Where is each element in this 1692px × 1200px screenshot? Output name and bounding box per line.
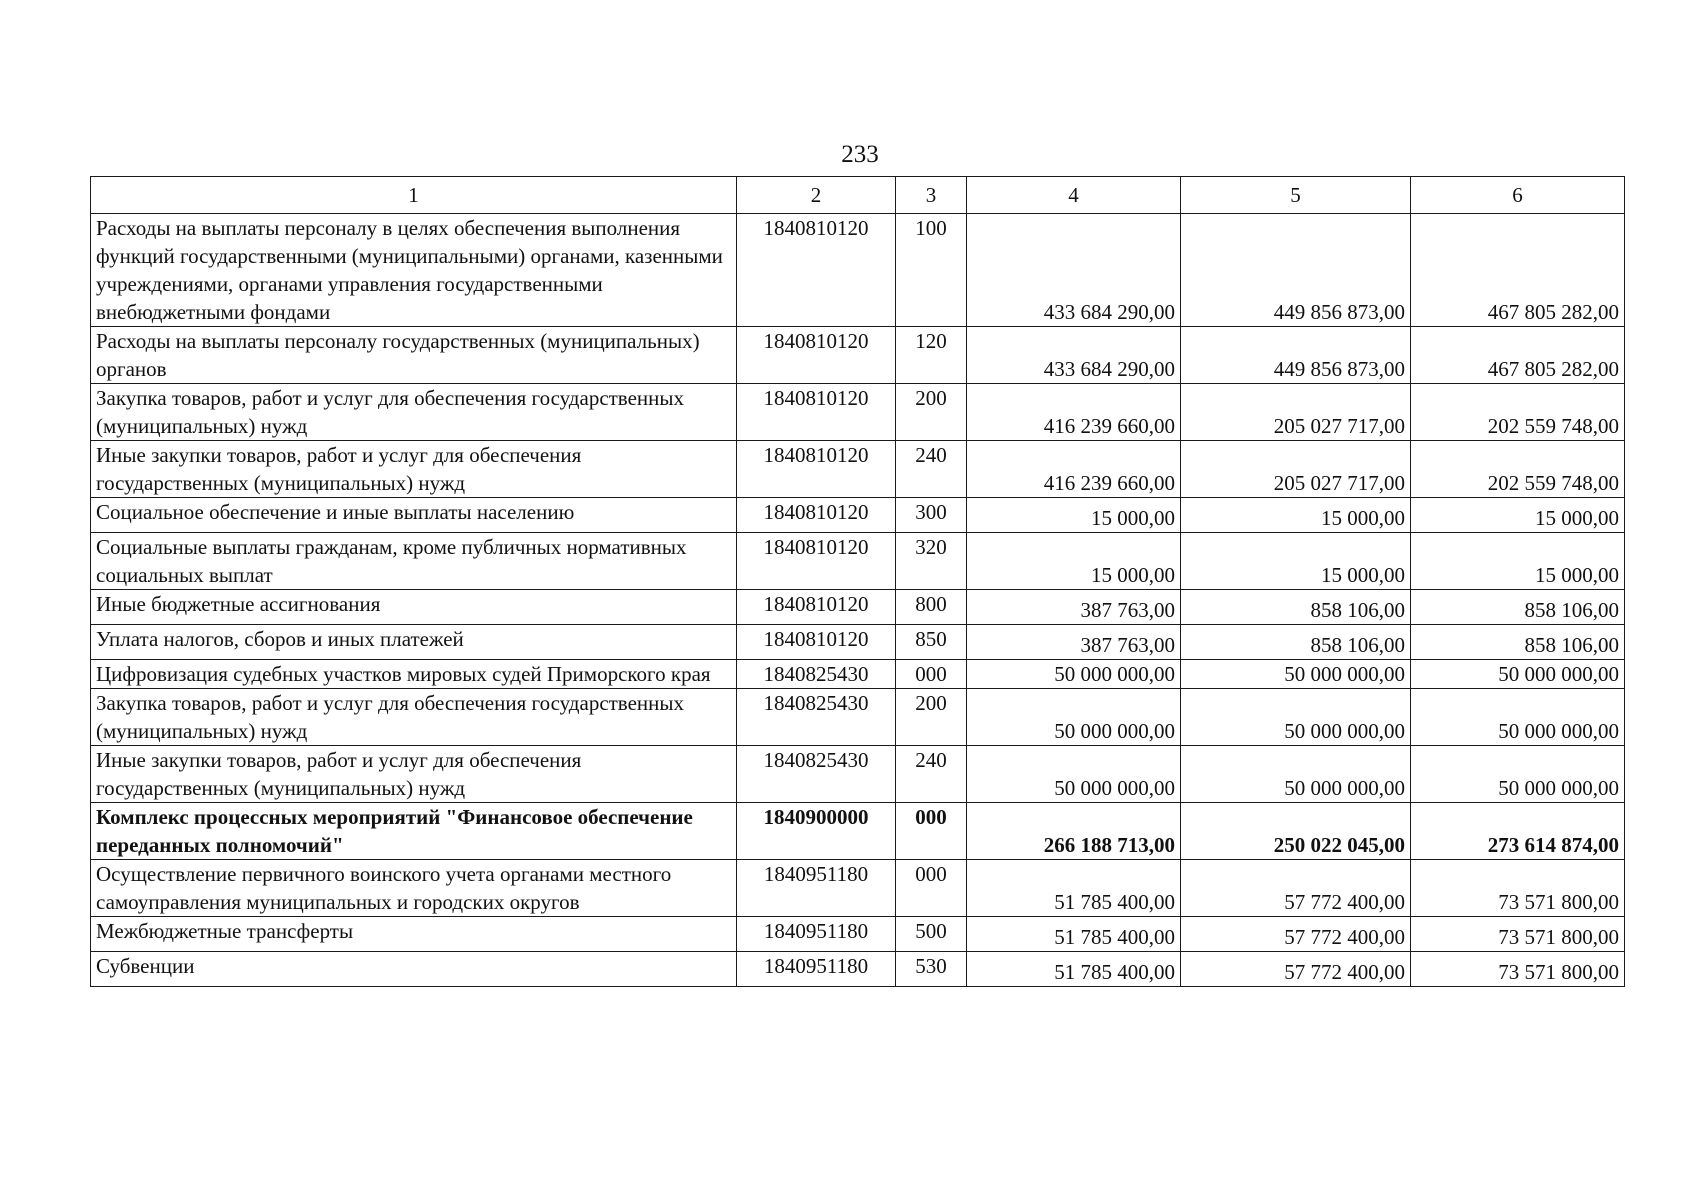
table-row xyxy=(91,746,1625,803)
row-code-cell: 1840810120 xyxy=(737,498,896,533)
row-value-col5: 205 027 717,00 xyxy=(1181,384,1411,441)
row-type-cell: 200 xyxy=(896,689,967,746)
row-name-cell: Комплекс процессных мероприятий "Финансовое обеспечение переданных полномочий" xyxy=(91,803,737,860)
table-row xyxy=(91,660,1625,689)
row-value-col6: 73 571 800,00 xyxy=(1411,952,1625,987)
row-type-cell: 000 xyxy=(896,660,967,689)
row-value-col4: 416 239 660,00 xyxy=(967,384,1181,441)
row-code-cell: 1840810120 xyxy=(737,625,896,660)
table-row xyxy=(91,860,1625,917)
table-row xyxy=(91,689,1625,746)
row-name-cell: Расходы на выплаты персоналу в целях обеспечения выполнения функций государственными (муниципальными) органами, казенными учреждениями, органами управления государственными внебюджетными фондами xyxy=(91,214,737,327)
row-value-col4: 387 763,00 xyxy=(967,590,1181,625)
row-value-col4: 50 000 000,00 xyxy=(967,746,1181,803)
row-value-col4: 416 239 660,00 xyxy=(967,441,1181,498)
row-value-col5: 250 022 045,00 xyxy=(1181,803,1411,860)
table-row xyxy=(91,625,1625,660)
table-row xyxy=(91,952,1625,987)
row-type-cell: 500 xyxy=(896,917,967,952)
table-row xyxy=(91,803,1625,860)
row-value-col5: 57 772 400,00 xyxy=(1181,952,1411,987)
row-type-cell: 000 xyxy=(896,860,967,917)
row-type-cell: 530 xyxy=(896,952,967,987)
row-name-cell: Иные закупки товаров, работ и услуг для обеспечения государственных (муниципальных) нужд xyxy=(91,441,737,498)
row-value-col4: 51 785 400,00 xyxy=(967,952,1181,987)
table-row xyxy=(91,590,1625,625)
row-type-cell: 000 xyxy=(896,803,967,860)
row-value-col4: 387 763,00 xyxy=(967,625,1181,660)
header-cell-2: 2 xyxy=(737,177,896,214)
row-value-col6: 50 000 000,00 xyxy=(1411,746,1625,803)
row-code-cell: 1840951180 xyxy=(737,860,896,917)
row-code-cell: 1840825430 xyxy=(737,660,896,689)
row-code-cell: 1840951180 xyxy=(737,917,896,952)
row-value-col6: 50 000 000,00 xyxy=(1411,660,1625,689)
row-type-cell: 320 xyxy=(896,533,967,590)
row-code-cell: 1840810120 xyxy=(737,590,896,625)
row-value-col4: 15 000,00 xyxy=(967,498,1181,533)
row-type-cell: 300 xyxy=(896,498,967,533)
row-name-cell: Иные бюджетные ассигнования xyxy=(91,590,737,625)
row-name-cell: Расходы на выплаты персоналу государственных (муниципальных) органов xyxy=(91,327,737,384)
budget-table xyxy=(90,176,1625,987)
row-type-cell: 200 xyxy=(896,384,967,441)
row-value-col5: 50 000 000,00 xyxy=(1181,746,1411,803)
row-value-col5: 57 772 400,00 xyxy=(1181,860,1411,917)
row-value-col5: 449 856 873,00 xyxy=(1181,327,1411,384)
row-type-cell: 800 xyxy=(896,590,967,625)
table-row xyxy=(91,327,1625,384)
table-row xyxy=(91,917,1625,952)
row-value-col4: 266 188 713,00 xyxy=(967,803,1181,860)
row-value-col6: 273 614 874,00 xyxy=(1411,803,1625,860)
row-value-col5: 858 106,00 xyxy=(1181,590,1411,625)
row-value-col6: 467 805 282,00 xyxy=(1411,327,1625,384)
header-cell-1: 1 xyxy=(91,177,737,214)
table-row xyxy=(91,214,1625,327)
row-code-cell: 1840810120 xyxy=(737,533,896,590)
row-value-col4: 15 000,00 xyxy=(967,533,1181,590)
row-value-col5: 57 772 400,00 xyxy=(1181,917,1411,952)
row-value-col6: 15 000,00 xyxy=(1411,533,1625,590)
row-code-cell: 1840900000 xyxy=(737,803,896,860)
header-cell-5: 5 xyxy=(1181,177,1411,214)
row-value-col4: 50 000 000,00 xyxy=(967,660,1181,689)
row-type-cell: 120 xyxy=(896,327,967,384)
row-code-cell: 1840810120 xyxy=(737,214,896,327)
row-code-cell: 1840810120 xyxy=(737,441,896,498)
header-row xyxy=(91,177,1625,214)
row-value-col6: 858 106,00 xyxy=(1411,625,1625,660)
row-value-col4: 433 684 290,00 xyxy=(967,214,1181,327)
row-value-col6: 202 559 748,00 xyxy=(1411,441,1625,498)
row-name-cell: Осуществление первичного воинского учета органами местного самоуправления муниципальных и городских округов xyxy=(91,860,737,917)
row-value-col4: 50 000 000,00 xyxy=(967,689,1181,746)
row-name-cell: Уплата налогов, сборов и иных платежей xyxy=(91,625,737,660)
row-value-col6: 202 559 748,00 xyxy=(1411,384,1625,441)
page-number: 233 xyxy=(841,141,879,168)
row-code-cell: 1840810120 xyxy=(737,327,896,384)
row-value-col4: 51 785 400,00 xyxy=(967,917,1181,952)
row-value-col5: 15 000,00 xyxy=(1181,533,1411,590)
table-row xyxy=(91,498,1625,533)
row-value-col6: 15 000,00 xyxy=(1411,498,1625,533)
row-value-col6: 467 805 282,00 xyxy=(1411,214,1625,327)
row-code-cell: 1840825430 xyxy=(737,746,896,803)
row-name-cell: Цифровизация судебных участков мировых судей Приморского края xyxy=(91,660,737,689)
row-value-col6: 858 106,00 xyxy=(1411,590,1625,625)
row-name-cell: Социальное обеспечение и иные выплаты населению xyxy=(91,498,737,533)
row-code-cell: 1840951180 xyxy=(737,952,896,987)
row-value-col6: 50 000 000,00 xyxy=(1411,689,1625,746)
row-name-cell: Социальные выплаты гражданам, кроме публичных нормативных социальных выплат xyxy=(91,533,737,590)
row-value-col5: 50 000 000,00 xyxy=(1181,660,1411,689)
row-value-col6: 73 571 800,00 xyxy=(1411,860,1625,917)
row-name-cell: Субвенции xyxy=(91,952,737,987)
row-type-cell: 100 xyxy=(896,214,967,327)
row-type-cell: 240 xyxy=(896,746,967,803)
table-row xyxy=(91,533,1625,590)
row-name-cell: Закупка товаров, работ и услуг для обеспечения государственных (муниципальных) нужд xyxy=(91,689,737,746)
header-cell-3: 3 xyxy=(896,177,967,214)
row-value-col6: 73 571 800,00 xyxy=(1411,917,1625,952)
row-value-col5: 15 000,00 xyxy=(1181,498,1411,533)
table-row xyxy=(91,384,1625,441)
row-type-cell: 850 xyxy=(896,625,967,660)
row-value-col5: 50 000 000,00 xyxy=(1181,689,1411,746)
row-value-col4: 51 785 400,00 xyxy=(967,860,1181,917)
row-value-col5: 449 856 873,00 xyxy=(1181,214,1411,327)
header-cell-6: 6 xyxy=(1411,177,1625,214)
row-code-cell: 1840825430 xyxy=(737,689,896,746)
row-value-col4: 433 684 290,00 xyxy=(967,327,1181,384)
row-value-col5: 205 027 717,00 xyxy=(1181,441,1411,498)
row-name-cell: Иные закупки товаров, работ и услуг для обеспечения государственных (муниципальных) нужд xyxy=(91,746,737,803)
row-value-col5: 858 106,00 xyxy=(1181,625,1411,660)
row-type-cell: 240 xyxy=(896,441,967,498)
table-row xyxy=(91,441,1625,498)
row-code-cell: 1840810120 xyxy=(737,384,896,441)
row-name-cell: Закупка товаров, работ и услуг для обеспечения государственных (муниципальных) нужд xyxy=(91,384,737,441)
row-name-cell: Межбюджетные трансферты xyxy=(91,917,737,952)
header-cell-4: 4 xyxy=(967,177,1181,214)
